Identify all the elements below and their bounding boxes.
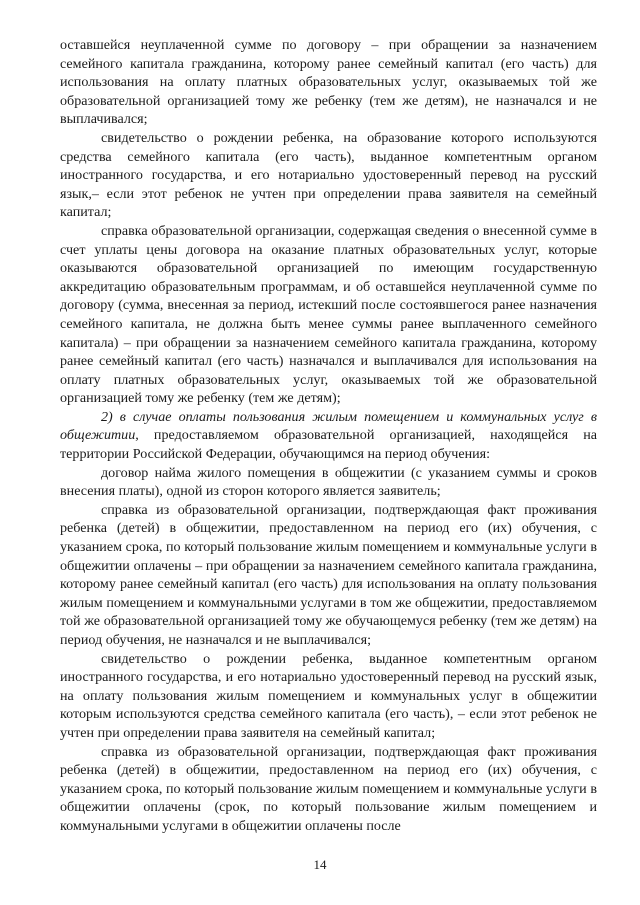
paragraph-dormitory-certificate: справка из образовательной организации, подтверждающая факт проживания ребенка (детей) в общежитии, предоставленном на период его (их) обучения, с указанием срока, по который пользование жилым помещением и коммунальные услуги в общежитии оплачены – при обращении за назначением семейного капитала гражданина, которому ранее семейный капитал (его часть) для использования на оплату пользования жилым помещением и коммунальными услугами в том же общежитии, предоставляемом той же образовательной организацией тому же обучающемуся ребенку (тем же детям) на период обучения, не назначался и не выплачивался;: [60, 501, 597, 648]
paragraph-foreign-birth-certificate: свидетельство о рождении ребенка, выданное компетентным органом иностранного государства, и его нотариально удостоверенный перевод на русский язык, на оплату пользования жилым помещением и коммунальных услуг в общежитии которым используются средства семейного капитала (его часть), – если этот ребенок не учтен при определении права заявителя на семейный капитал;: [60, 650, 597, 741]
document-body: [60, 36, 597, 836]
paragraph-birth-certificate: свидетельство о рождении ребенка, на образование которого используются средства семейного капитала (его часть), выданное компетентным органом иностранного государства, и его нотариально удостоверенный перевод на русский язык,– если этот ребенок не учтен при определении права заявителя на семейный капитал;: [60, 129, 597, 221]
paragraph-education-certificate: справка образовательной организации, содержащая сведения о внесенной сумме в счет уплаты цены договора на оказание платных образовательных услуг, которые оказываются образовательной организацией по имеющим государственную аккредитацию образовательным программам, и об оставшейся неуплаченной сумме по договору (сумма, внесенная за период, истекший после состоявшегося ранее назначения семейного капитала, не должна быть менее суммы ранее выплаченного семейного капитала) – при обращении за назначением семейного капитала гражданина, которому ранее семейный капитал (его часть) назначался и выплачивался для использования на оплату платных образовательных услуг, оказываемых той же образовательной организацией тому же ребенку (тем же детям);: [60, 222, 597, 407]
paragraph-dormitory-certificate-2: справка из образовательной организации, подтверждающая факт проживания ребенка (детей) в общежитии, предоставленном на период его (их) обучения, с указанием срока, по который пользование жилым помещением и коммунальные услуги в общежитии оплачены (срок, по который пользование жилым помещением и коммунальными услугами в общежитии оплачены после: [60, 743, 597, 834]
paragraph-rental-contract: договор найма жилого помещения в общежитии (с указанием суммы и сроков внесения платы), одной из сторон которого является заявитель;: [60, 464, 597, 500]
paragraph-item-2: [60, 408, 597, 464]
item-2-rest: , предоставляемом образовательной организацией, находящейся на территории Российской Федерации, обучающимся на период обучения:: [60, 427, 597, 463]
item-2-italic-heading: 2) в случае оплаты пользования жилым помещением и коммунальных услуг в общежитии: [60, 408, 597, 444]
paragraph-continuation: оставшейся неуплаченной сумме по договору – при обращении за назначением семейного капитала гражданина, которому ранее семейный капитал (его часть) для использования на оплату платных образовательных услуг, оказываемых той же образовательной организацией тому же ребенку (тем же детям), не назначался и не выплачивался;: [60, 37, 597, 128]
page-number: 14: [313, 857, 327, 872]
